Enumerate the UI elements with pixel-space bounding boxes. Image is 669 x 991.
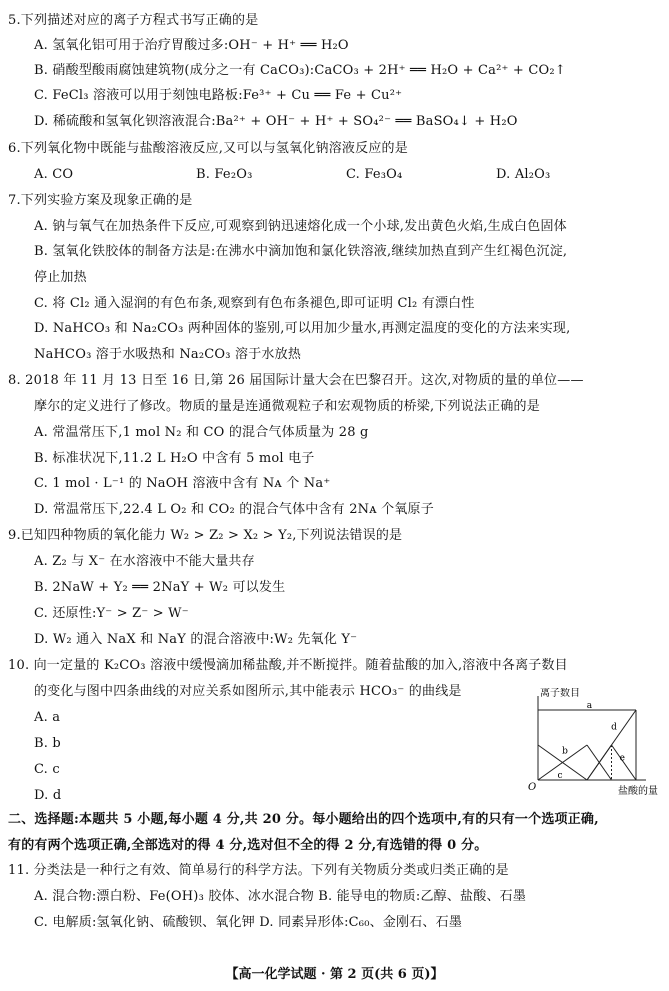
q7-stem: 7.下列实验方案及现象正确的是: [8, 193, 193, 208]
q7-option-d-line2: NaHCO₃ 溶于水吸热和 Na₂CO₃ 溶于水放热: [34, 347, 302, 362]
q9-option-a: A. Z₂ 与 X⁻ 在水溶液中不能大量共存: [34, 554, 255, 569]
section2-header-line1: 二、选择题:本题共 5 小题,每小题 4 分,共 20 分。每小题给出的四个选项中,有的只有一个选项正确,: [8, 812, 599, 827]
q9-stem: 9.已知四种物质的氧化能力 W₂ > Z₂ > X₂ > Y₂,下列说法错误的是: [8, 528, 403, 543]
q7-option-c: C. 将 Cl₂ 通入湿润的有色布条,观察到有色布条褪色,即可证明 Cl₂ 有漂白性: [34, 296, 475, 311]
q5-option-a: A. 氢氧化铝可用于治疗胃酸过多:OH⁻ + H⁺ ══ H₂O: [34, 38, 349, 53]
q8-stem-line2: 摩尔的定义进行了修改。物质的量是连通微观粒子和宏观物质的桥梁,下列说法正确的是: [34, 399, 540, 414]
q5-option-d: D. 稀硫酸和氢氧化钡溶液混合:Ba²⁺ + OH⁻ + H⁺ + SO₄²⁻ ══ BaSO₄↓ + H₂O: [34, 114, 518, 129]
q7-option-b-line1: B. 氢氧化铁胶体的制备方法是:在沸水中滴加饱和氯化铁溶液,继续加热直到产生红褐色沉淀,: [34, 244, 568, 259]
q7-option-d-line1: D. NaHCO₃ 和 Na₂CO₃ 两种固体的鉴别,可以用加少量水,再测定温度的变化的方法来实现,: [34, 321, 571, 336]
x-axis-label: 盐酸的量: [618, 786, 658, 796]
q6-option-c: C. Fe₃O₄: [346, 167, 403, 182]
q8-option-b: B. 标准状况下,11.2 L H₂O 中含有 5 mol 电子: [34, 451, 315, 466]
y-axis-label: 离子数目: [540, 688, 580, 699]
q10-stem-line1: 10. 向一定量的 K₂CO₃ 溶液中缓慢滴加稀盐酸,并不断搅拌。随着盐酸的加入,溶液中各离子数目: [8, 658, 568, 673]
q8-option-c: C. 1 mol · L⁻¹ 的 NaOH 溶液中含有 Nᴀ 个 Na⁺: [34, 476, 331, 491]
curve-label-b: b: [562, 746, 568, 757]
q7-option-b-line2: 停止加热: [34, 270, 87, 285]
q6-option-d: D. Al₂O₃: [496, 167, 551, 182]
q9-option-b: B. 2NaW + Y₂ ══ 2NaY + W₂ 可以发生: [34, 580, 286, 595]
q9-option-d: D. W₂ 通入 NaX 和 NaY 的混合溶液中:W₂ 先氧化 Y⁻: [34, 632, 358, 647]
q6-option-a: A. CO: [34, 167, 74, 182]
q7-option-a: A. 钠与氧气在加热条件下反应,可观察到钠迅速熔化成一个小球,发出黄色火焰,生成白色固体: [34, 219, 567, 234]
q10-option-a: A. a: [34, 710, 61, 725]
page-footer: 【高一化学试题 · 第 2 页(共 6 页)】: [225, 967, 444, 982]
q9-option-c: C. 还原性:Y⁻ > Z⁻ > W⁻: [34, 606, 189, 621]
chart-svg: [520, 688, 662, 796]
q8-option-d: D. 常温常压下,22.4 L O₂ 和 CO₂ 的混合气体中含有 2Nᴀ 个氧原子: [34, 502, 434, 517]
curve-label-d: d: [611, 722, 617, 733]
q11-stem: 11. 分类法是一种行之有效、简单易行的科学方法。下列有关物质分类或归类正确的是: [8, 863, 509, 878]
q8-option-a: A. 常温常压下,1 mol N₂ 和 CO 的混合气体质量为 28 g: [34, 425, 369, 440]
q10-option-b: B. b: [34, 736, 61, 751]
q8-stem-line1: 8. 2018 年 11 月 13 日至 16 日,第 26 届国际计量大会在巴黎召开。这次,对物质的量的单位——: [8, 373, 584, 388]
curve-label-e: e: [619, 753, 625, 764]
curve-label-a: a: [586, 700, 593, 711]
q11-options-cd: C. 电解质:氢氧化钠、硫酸钡、氧化钾 D. 同素异形体:C₆₀、金刚石、石墨: [34, 915, 463, 930]
ion-count-chart: [520, 688, 662, 796]
curve-label-c: c: [557, 770, 563, 781]
q11-options-ab: A. 混合物:漂白粉、Fe(OH)₃ 胶体、冰水混合物 B. 能导电的物质:乙醇、盐酸、石墨: [34, 889, 527, 904]
origin-label: O: [528, 782, 537, 793]
q10-option-d: D. d: [34, 788, 62, 803]
q10-stem-line2: 的变化与图中四条曲线的对应关系如图所示,其中能表示 HCO₃⁻ 的曲线是: [34, 684, 462, 699]
q6-stem: 6.下列氧化物中既能与盐酸溶液反应,又可以与氢氧化钠溶液反应的是: [8, 141, 408, 156]
q10-option-c: C. c: [34, 762, 60, 777]
section2-header-line2: 有的有两个选项正确,全部选对的得 4 分,选对但不全的得 2 分,有选错的得 0 分。: [8, 838, 488, 853]
q5-option-c: C. FeCl₃ 溶液可以用于刻蚀电路板:Fe³⁺ + Cu ══ Fe + Cu²⁺: [34, 88, 403, 103]
q5-stem: 5.下列描述对应的离子方程式书写正确的是: [8, 13, 259, 28]
q6-option-b: B. Fe₂O₃: [196, 167, 253, 182]
q5-option-b: B. 硝酸型酸雨腐蚀建筑物(成分之一有 CaCO₃):CaCO₃ + 2H⁺ ══ H₂O + Ca²⁺ + CO₂↑: [34, 63, 566, 78]
